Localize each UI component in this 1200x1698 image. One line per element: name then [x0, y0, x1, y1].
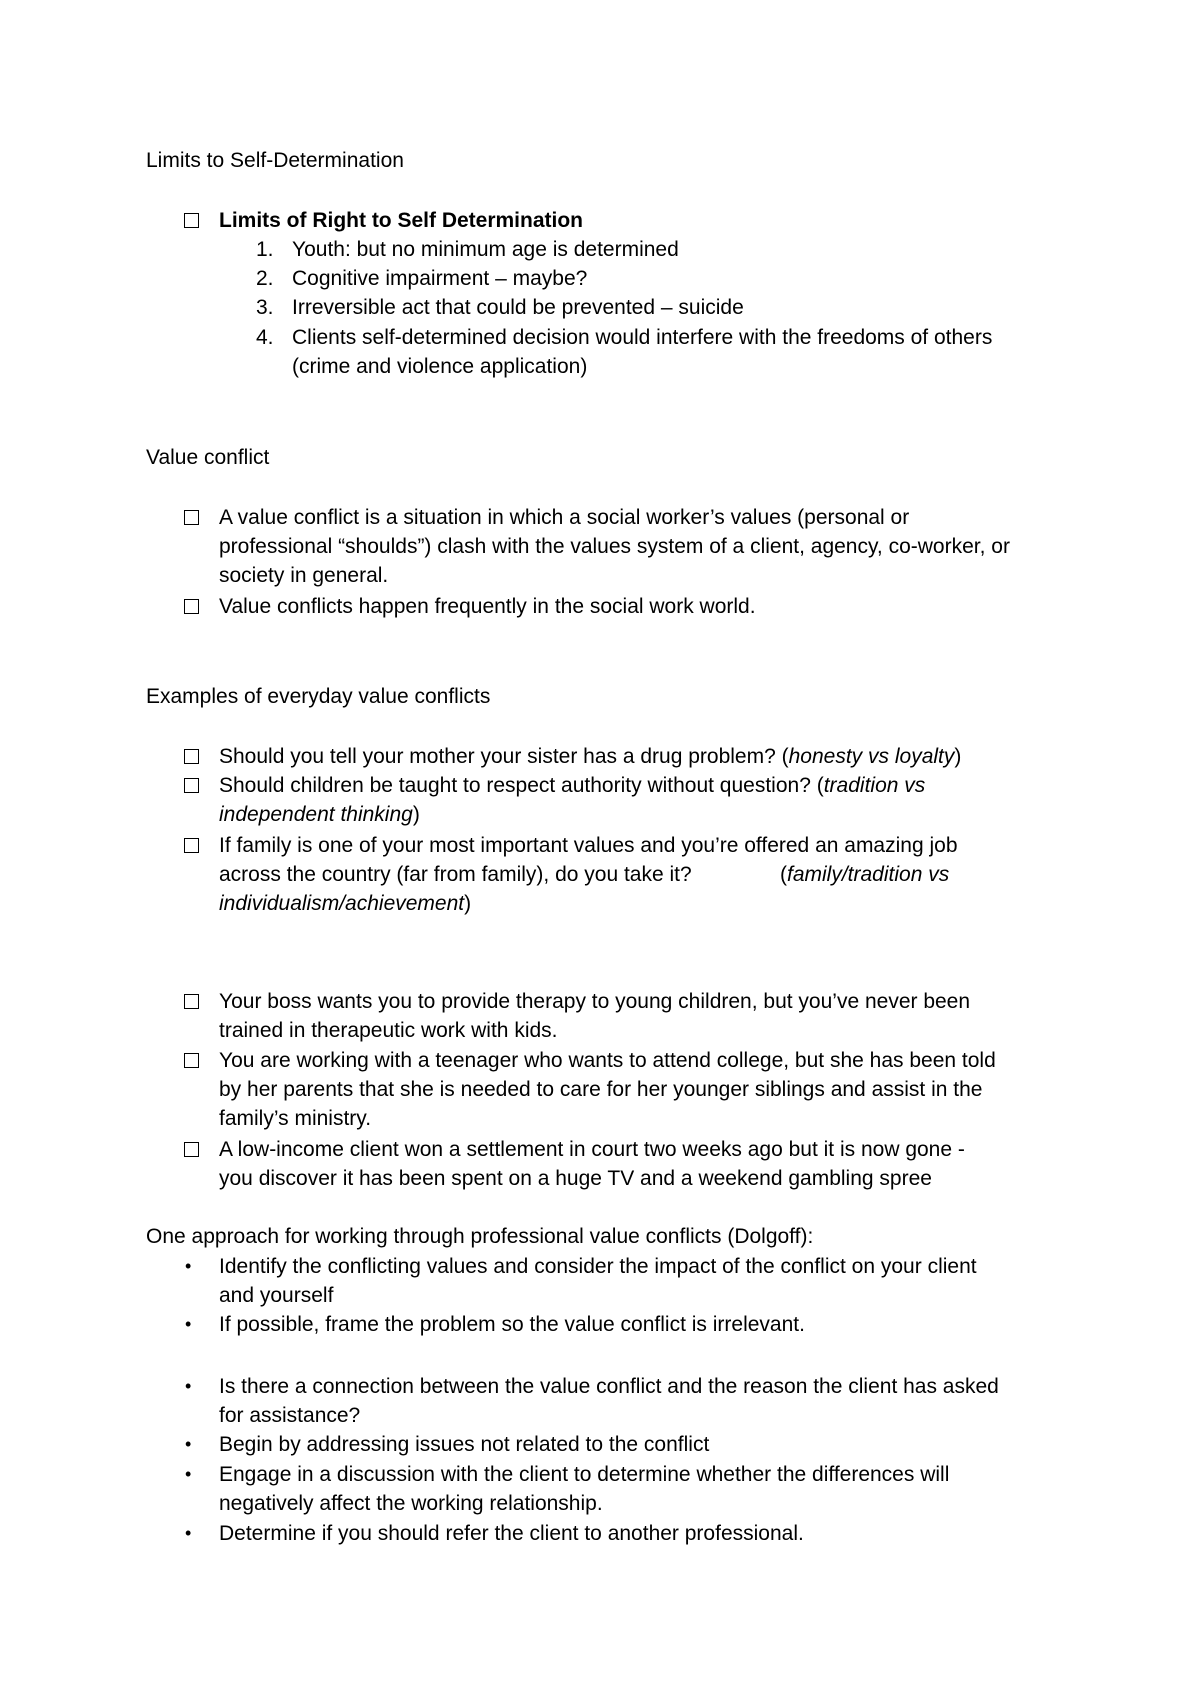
list-item: Irreversible act that could be prevented – suicide	[292, 296, 744, 319]
list-item-continued: across the country (far from family), do you take it?	[219, 863, 692, 886]
bullet-item: If possible, frame the problem so the value conflict is irrelevant.	[219, 1313, 805, 1336]
list-item-continued: by her parents that she is needed to care for her younger siblings and assist in the	[219, 1078, 983, 1101]
section-heading-limits: Limits to Self-Determination	[146, 149, 404, 172]
bullet-icon: •	[185, 1434, 192, 1454]
checkbox-icon	[184, 778, 199, 793]
list-item: A value conflict is a situation in which a social worker’s values (personal or	[219, 506, 910, 529]
checkbox-icon	[184, 599, 199, 614]
list-number: 1.	[256, 238, 274, 261]
bullet-item: Is there a connection between the value conflict and the reason the client has asked	[219, 1375, 999, 1398]
checkbox-icon	[184, 838, 199, 853]
checkbox-icon	[184, 749, 199, 764]
section-heading-examples: Examples of everyday value conflicts	[146, 685, 491, 708]
bullet-icon: •	[185, 1256, 192, 1276]
list-number: 3.	[256, 296, 274, 319]
bullet-item: Determine if you should refer the client to another professional.	[219, 1522, 804, 1545]
bullet-item: Begin by addressing issues not related to the conflict	[219, 1433, 710, 1456]
bullet-icon: •	[185, 1523, 192, 1543]
list-number: 2.	[256, 267, 274, 290]
bullet-icon: •	[185, 1376, 192, 1396]
list-item: Should children be taught to respect authority without question? (tradition vs	[219, 774, 926, 797]
list-item: You are working with a teenager who wants to attend college, but she has been told	[219, 1049, 996, 1072]
item-title: Limits of Right to Self Determination	[219, 209, 584, 232]
list-item-continued: you discover it has been spent on a huge TV and a weekend gambling spree	[219, 1167, 932, 1190]
checkbox-icon	[184, 1053, 199, 1068]
list-item-continued: (family/tradition vs	[780, 863, 950, 886]
list-item: Value conflicts happen frequently in the social work world.	[219, 595, 756, 618]
bullet-icon: •	[185, 1314, 192, 1334]
list-item-continued: society in general.	[219, 564, 389, 587]
bullet-item: Engage in a discussion with the client to determine whether the differences will	[219, 1463, 950, 1486]
bullet-item-continued: and yourself	[219, 1284, 334, 1307]
list-item-continued: professional “shoulds”) clash with the values system of a client, agency, co-worker, or	[219, 535, 1010, 558]
list-item: A low-income client won a settlement in court two weeks ago but it is now gone -	[219, 1138, 965, 1161]
section-heading-value-conflict: Value conflict	[146, 446, 270, 469]
list-number: 4.	[256, 326, 274, 349]
list-item: Youth: but no minimum age is determined	[292, 238, 679, 261]
checkbox-icon	[184, 510, 199, 525]
bullet-item: Identify the conflicting values and consider the impact of the conflict on your client	[219, 1255, 977, 1278]
checkbox-icon	[184, 213, 199, 228]
bullet-icon: •	[185, 1464, 192, 1484]
list-item-continued: trained in therapeutic work with kids.	[219, 1019, 558, 1042]
list-item-continued: family’s ministry.	[219, 1107, 372, 1130]
section-heading-approach: One approach for working through professional value conflicts (Dolgoff):	[146, 1225, 814, 1248]
bullet-item-continued: negatively affect the working relationship.	[219, 1492, 603, 1515]
list-item-continued: (crime and violence application)	[292, 355, 588, 378]
list-item: Your boss wants you to provide therapy to young children, but you’ve never been	[219, 990, 971, 1013]
list-item: Should you tell your mother your sister has a drug problem? (honesty vs loyalty)	[219, 745, 962, 768]
list-item-continued: independent thinking)	[219, 803, 420, 826]
bullet-item-continued: for assistance?	[219, 1404, 361, 1427]
list-item: If family is one of your most important values and you’re offered an amazing job	[219, 834, 958, 857]
list-item: Clients self-determined decision would interfere with the freedoms of others	[292, 326, 993, 349]
checkbox-icon	[184, 1142, 199, 1157]
checkbox-icon	[184, 994, 199, 1009]
list-item: Cognitive impairment – maybe?	[292, 267, 588, 290]
list-item-continued: individualism/achievement)	[219, 892, 472, 915]
